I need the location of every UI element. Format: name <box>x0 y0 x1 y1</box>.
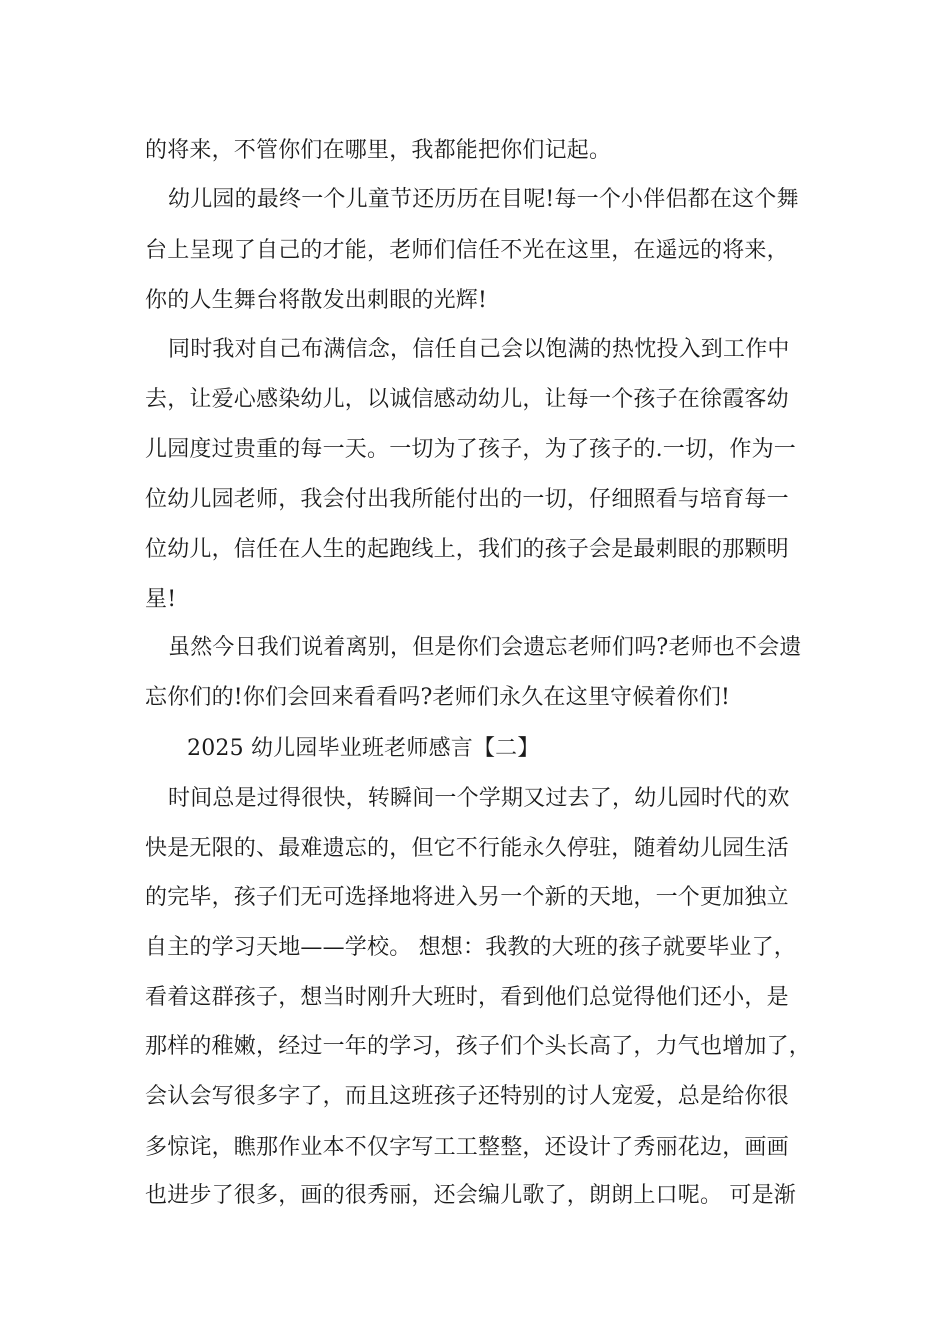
text-line: 会认会写很多字了，而且这班孩子还特别的讨人宠爱，总是给你很 <box>145 1084 789 1109</box>
text-line: 去，让爱心感染幼儿，以诚信感动幼儿，让每一个孩子在徐霞客幼 <box>145 387 789 412</box>
text-line: 台上呈现了自己的才能，老师们信任不光在这里，在遥远的将来， <box>145 238 789 263</box>
text-line: 忘你们的!你们会回来看看吗?老师们永久在这里守候着你们! <box>145 685 731 710</box>
text-line: 同时我对自己布满信念，信任自己会以饱满的热忱投入到工作中 <box>168 337 790 362</box>
text-line: 自主的学习天地——学校。 想想：我教的大班的孩子就要毕业了， <box>145 935 796 960</box>
text-line: 星! <box>145 587 177 612</box>
text-line: 那样的稚嫩，经过一年的学习，孩子们个头长高了，力气也增加了， <box>145 1034 812 1059</box>
text-line: 位幼儿园老师，我会付出我所能付出的一切，仔细照看与培育每一 <box>145 487 789 512</box>
text-line: 看着这群孩子，想当时刚升大班时，看到他们总觉得他们还小，是 <box>145 985 789 1010</box>
text-line: 位幼儿，信任在人生的起跑线上，我们的孩子会是最刺眼的那颗明 <box>145 537 789 562</box>
text-line: 的将来，不管你们在哪里，我都能把你们记起。 <box>145 138 612 163</box>
text-line: 虽然今日我们说着离别，但是你们会遗忘老师们吗?老师也不会遗 <box>168 635 802 660</box>
text-line: 也进步了很多，画的很秀丽，还会编儿歌了，朗朗上口呢。 可是渐 <box>145 1183 796 1208</box>
text-line: 多惊诧，瞧那作业本不仅字写工工整整，还设计了秀丽花边，画画 <box>145 1135 789 1160</box>
text-line: 快是无限的、最难遗忘的，但它不行能永久停驻，随着幼儿园生活 <box>145 836 789 861</box>
text-line: 儿园度过贵重的每一天。一切为了孩子，为了孩子的.一切，作为一 <box>145 437 796 462</box>
text-line: 的完毕，孩子们无可选择地将进入另一个新的天地，一个更加独立 <box>145 885 789 910</box>
text-line: 时间总是过得很快，转瞬间一个学期又过去了，幼儿园时代的欢 <box>168 786 790 811</box>
text-line: 你的人生舞台将散发出刺眼的光辉! <box>145 288 488 313</box>
section-heading: 2025 幼儿园毕业班老师感言【二】 <box>187 736 540 761</box>
text-line: 幼儿园的最终一个儿童节还历历在目呢!每一个小伴侣都在这个舞 <box>168 187 799 212</box>
